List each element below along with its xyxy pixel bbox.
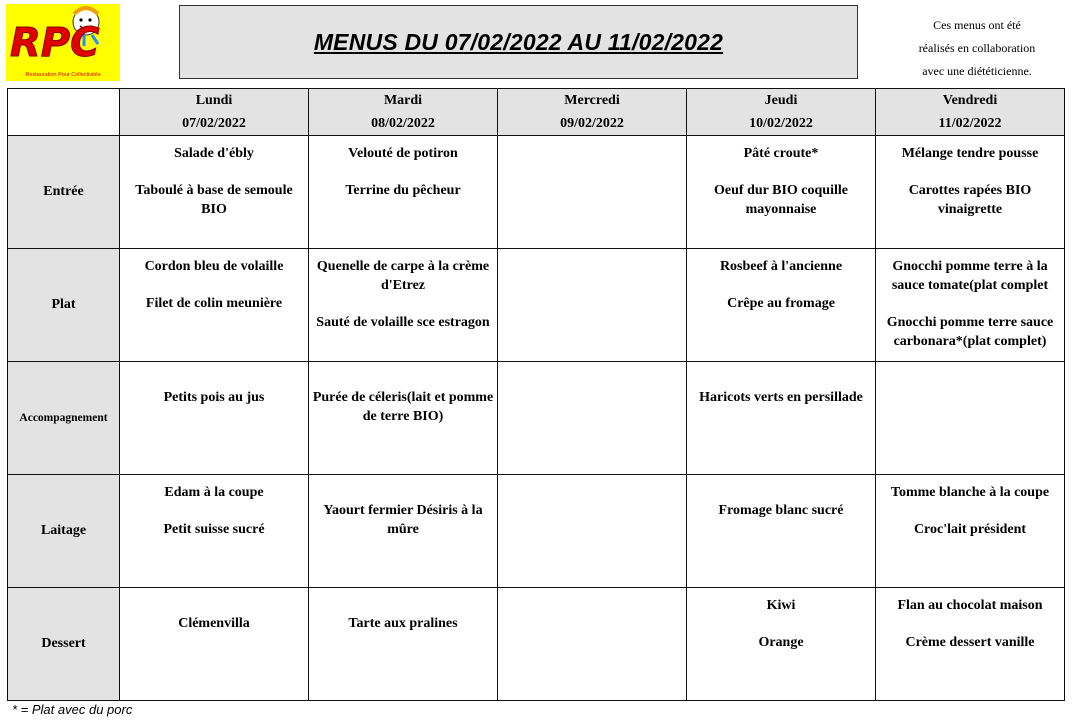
menu-cell [498,475,687,588]
menu-cell [687,249,876,362]
menu-cell [876,588,1065,701]
dish-item: Carottes rapées BIO vinaigrette [908,183,1032,217]
logo-tagline: Restauration Pour Collectivités [25,72,101,78]
dish-item: Croc'lait président [913,522,1027,537]
dish-item: Gnocchi pomme terre sauce carbonara*(plat complet) [886,315,1054,349]
menu-cell [498,362,687,475]
course-label: Plat [8,249,120,362]
menu-cell [120,475,309,588]
dish-item: Velouté de potiron [348,146,458,161]
dish-item: Crème dessert vanille [905,635,1035,650]
course-label: Dessert [8,588,120,701]
dish-item: Purée de céleris(lait et pomme de terre BIO) [312,390,494,424]
dish-item: Rosbeef à l'ancienne [719,259,843,274]
day-header-monday: Lundi 07/02/2022 [120,89,309,136]
dish-item: Sauté de volaille sce estragon [316,315,490,330]
menu-cell [120,588,309,701]
menu-cell [687,588,876,701]
menu-cell [876,362,1065,475]
menu-cell [120,362,309,475]
dish-item: Terrine du pêcheur [345,183,461,198]
course-label: Laitage [8,475,120,588]
day-header-tuesday: Mardi 08/02/2022 [309,89,498,136]
dish-item: Clémenvilla [178,616,250,631]
corner-cell [8,89,120,136]
menu-cell [120,136,309,249]
menu-row-entree [8,136,1065,249]
menu-cell [498,136,687,249]
day-header-friday: Vendredi 11/02/2022 [876,89,1065,136]
dish-item: Taboulé à base de semoule BIO [135,183,293,217]
note-line: Ces menus ont été [933,18,1021,32]
dish-item: Oeuf dur BIO coquille mayonnaise [714,183,848,217]
note-line: avec une diététicienne. [922,64,1032,78]
dish-item: Edam à la coupe [164,485,264,500]
dish-item: Tarte aux pralines [348,616,458,631]
dish-item: Quenelle de carpe à la crème d'Etrez [316,259,490,293]
dish-item: Pâté croute* [743,146,819,161]
menu-cell [498,249,687,362]
menu-cell [120,249,309,362]
menu-cell [309,249,498,362]
rpc-logo [6,4,120,81]
pork-footnote: * = Plat avec du porc [12,702,133,717]
menu-row-accompagnement [8,362,1065,475]
dish-item: Salade d'ébly [174,146,254,161]
dish-item: Fromage blanc sucré [718,503,844,518]
dish-item: Gnocchi pomme terre à la sauce tomate(plat complet [891,259,1049,293]
menu-cell [309,475,498,588]
menu-table [7,88,1065,701]
menu-row-dessert [8,588,1065,701]
dish-item: Kiwi [766,598,796,613]
dish-item: Mélange tendre pousse [901,146,1039,161]
menu-cell [309,588,498,701]
day-header-thursday: Jeudi 10/02/2022 [687,89,876,136]
dietitian-note [888,14,1066,83]
menu-cell [309,362,498,475]
dish-item: Cordon bleu de volaille [144,259,284,274]
day-header-row [8,89,1065,136]
menu-cell [687,362,876,475]
menu-cell [687,136,876,249]
dish-item: Yaourt fermier Désiris à la mûre [323,503,483,537]
dish-item: Haricots verts en persillade [699,390,863,405]
dish-item: Tomme blanche à la coupe [890,485,1050,500]
menu-cell [876,136,1065,249]
course-label: Entrée [8,136,120,249]
menu-row-plat [8,249,1065,362]
dish-item: Orange [758,635,804,650]
menu-cell [498,588,687,701]
day-header-wednesday: Mercredi 09/02/2022 [498,89,687,136]
course-label: Accompagnement [8,362,120,475]
menu-cell [687,475,876,588]
logo-text: RPC [10,20,100,66]
title-box [179,5,858,79]
menu-cell [309,136,498,249]
menu-row-laitage [8,475,1065,588]
menu-cell [876,475,1065,588]
note-line: réalisés en collaboration [918,41,1036,55]
dish-item: Petit suisse sucré [163,522,265,537]
menu-cell [876,249,1065,362]
page-title: MENUS DU 07/02/2022 AU 11/02/2022 [313,28,724,55]
dish-item: Flan au chocolat maison [897,598,1043,613]
dish-item: Petits pois au jus [163,390,265,405]
dish-item: Crêpe au fromage [727,296,835,311]
dish-item: Filet de colin meunière [145,296,283,311]
